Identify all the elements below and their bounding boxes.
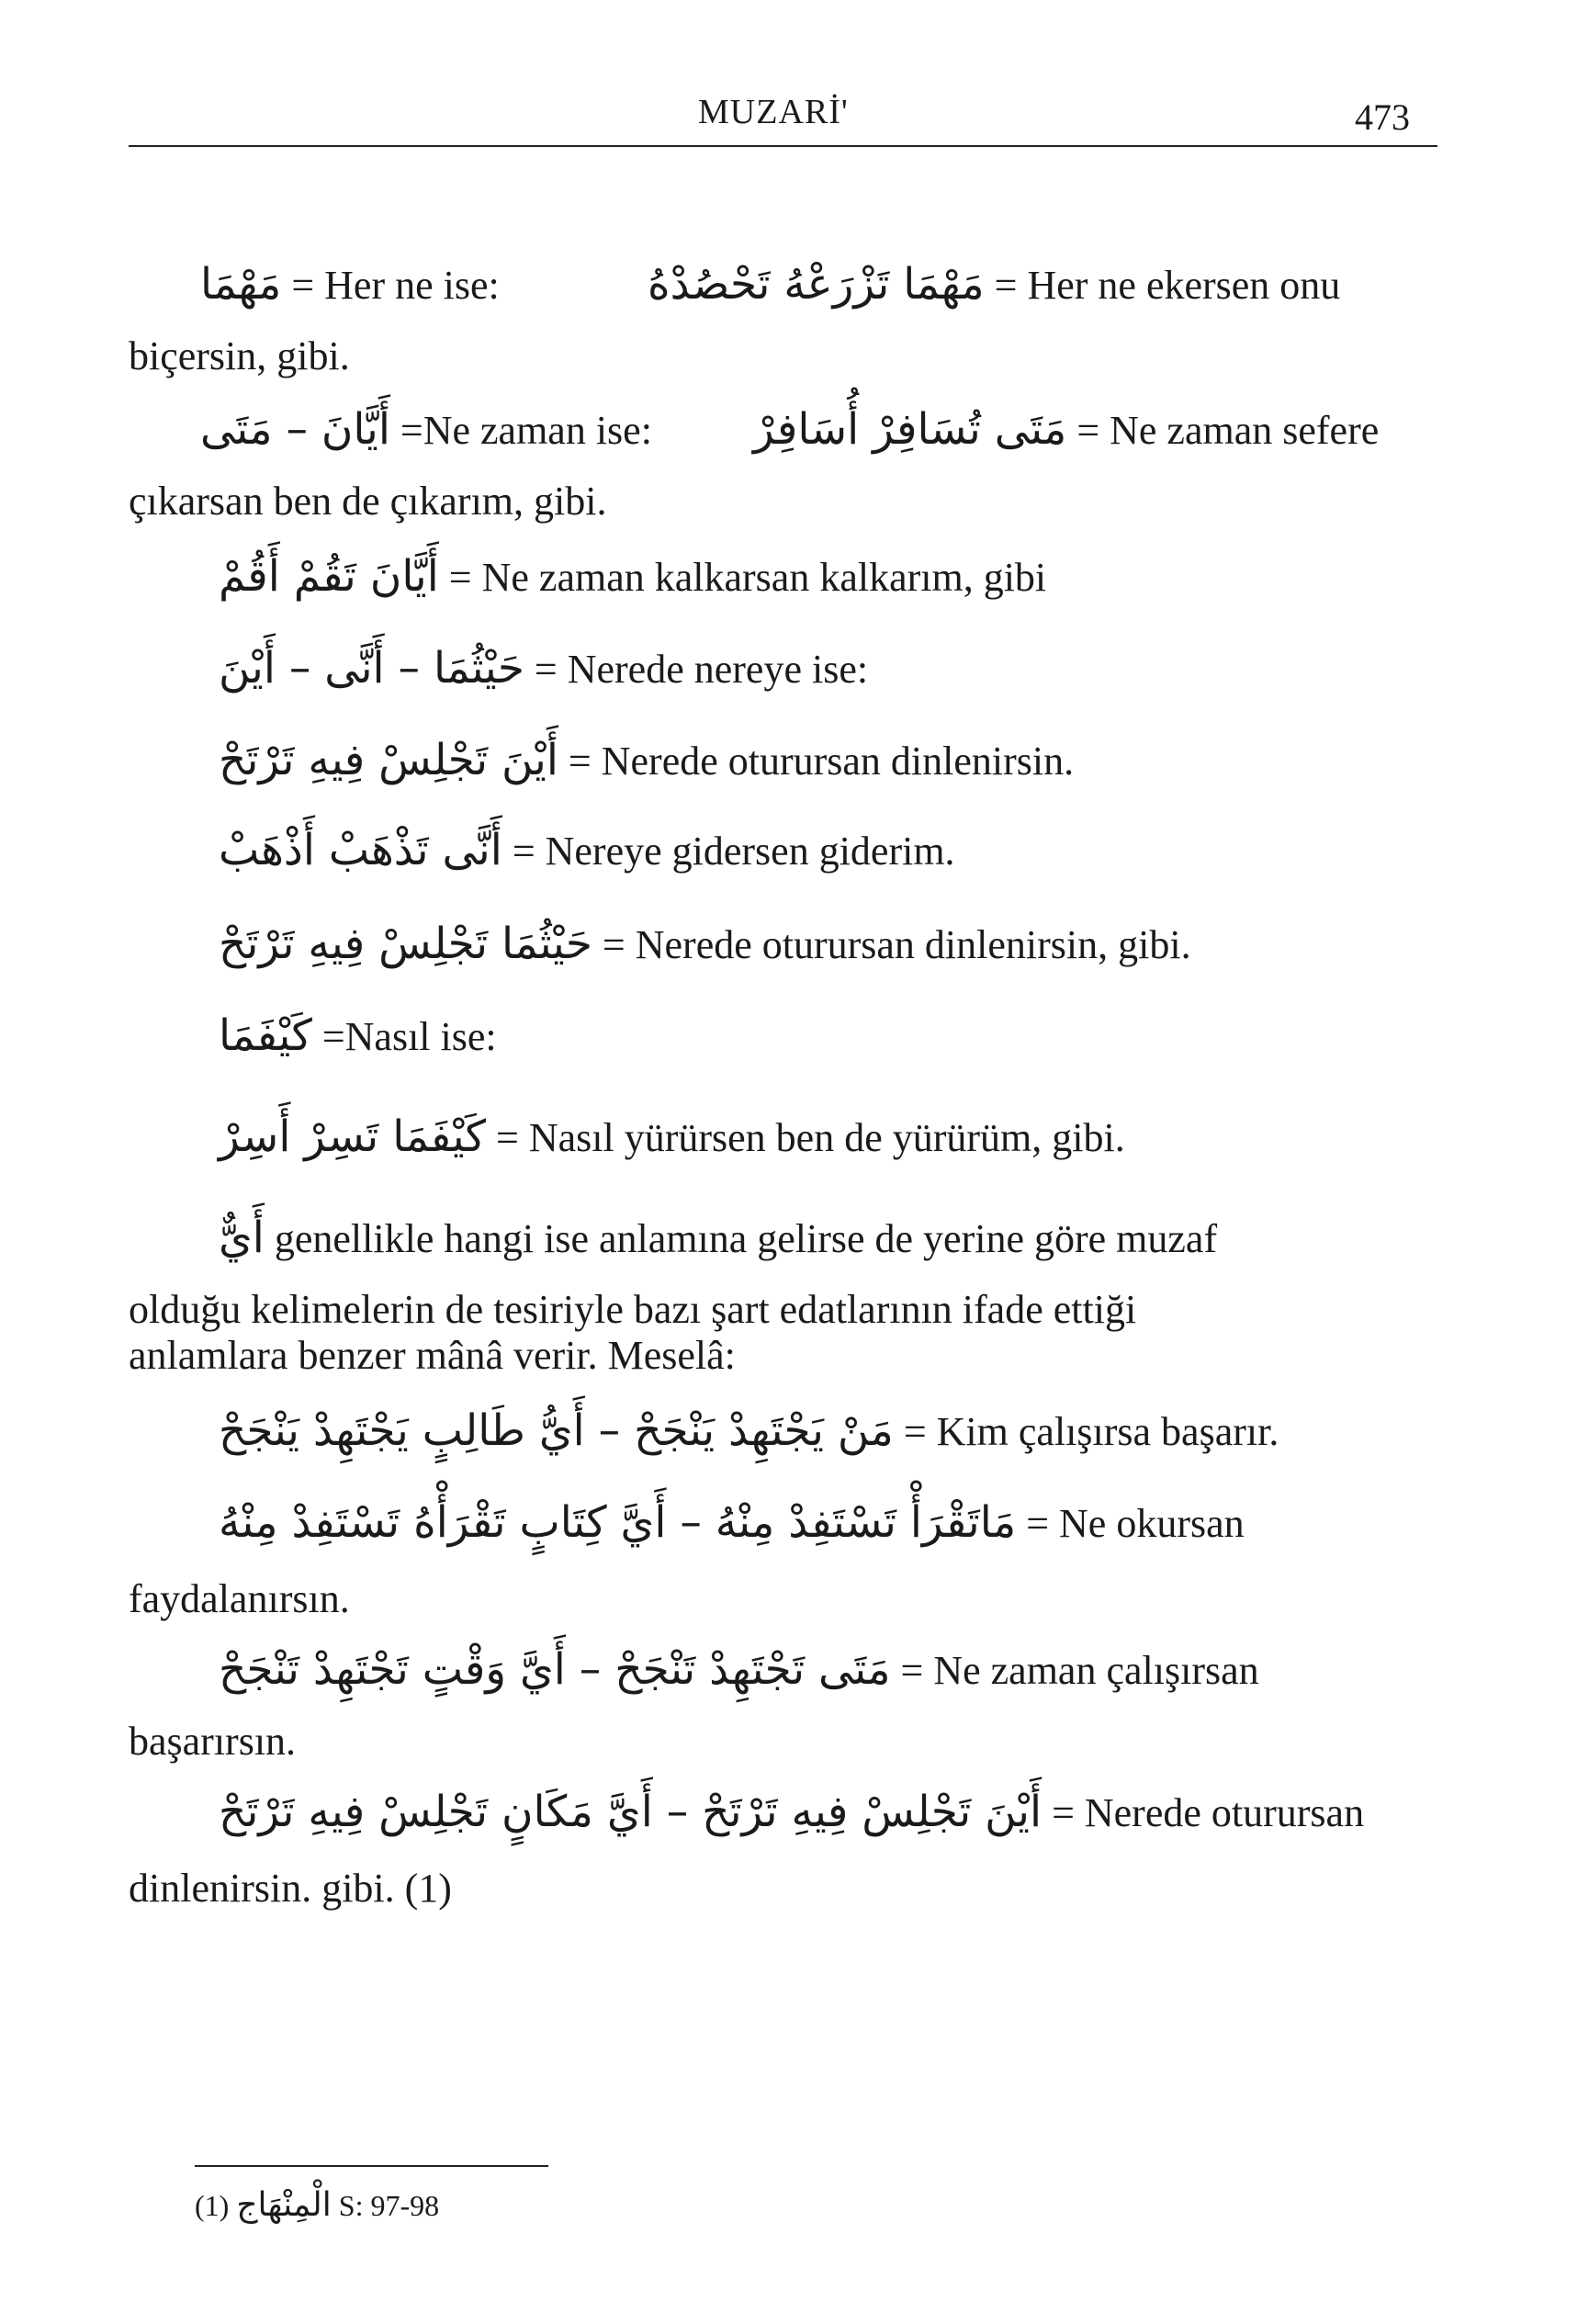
arabic-text: مَنْ يَجْتَهِدْ يَنْجَحْ – أَيُّ طَالِبٍ يَجْتَهِدْ يَنْجَحْ [219,1405,894,1456]
arabic-text: كَيْفَمَا تَسِرْ أَسِرْ [219,1111,487,1162]
arabic-text: حَيْثُمَا – أَنَّى – أَيْنَ [219,643,524,694]
turkish-text: = Nerede oturursan dinlenirsin. [558,739,1075,784]
arabic-text: أَيْنَ تَجْلِسْ فِيهِ تَرْتَحْ – أَيَّ مَكَانٍ تَجْلِسْ فِيهِ تَرْتَحْ [219,1787,1042,1837]
page-header-title: MUZARİ' [698,93,849,131]
arabic-text: مَهْمَا [200,259,282,310]
turkish-text: = Nerede oturursan [1042,1790,1365,1835]
footnote-text: S: 97-98 [331,2189,440,2222]
turkish-text: = Ne zaman sefere [1066,408,1380,453]
example-mata-ayy [219,1644,1259,1696]
turkish-text: = Kim çalışırsa başarır. [893,1409,1279,1454]
example-man [219,1405,1279,1457]
text-line: çıkarsan ben de çıkarım, gibi. [129,479,607,524]
text-line: anlamlara benzer mânâ verir. Meselâ: [129,1333,736,1378]
entry-haythuma [219,643,868,694]
arabic-text: أَيْنَ تَجْلِسْ فِيهِ تَرْتَحْ [219,735,558,785]
turkish-text: = Ne okursan [1016,1501,1245,1546]
footnote-arabic-source: الْمِنْهَاج [236,2186,332,2224]
turkish-text: = Nereye gidersen giderim. [501,829,955,874]
entry-ayyana-mata [200,404,652,456]
turkish-text: = Her ne ise: [281,263,500,308]
example-anna [219,825,955,876]
arabic-text: حَيْثُمَا تَجْلِسْ فِيهِ تَرْتَحْ [219,919,592,969]
example-ayna [219,735,1074,786]
arabic-text: مَتَى تُسَافِرْ أُسَافِرْ [753,404,1067,455]
header-rule [129,145,1437,147]
text-line: olduğu kelimelerin de tesiriyle bazı şart edatlarının ifade ettiği [129,1287,1137,1332]
footnote [195,2186,439,2224]
arabic-text: أَيٌّ [219,1213,265,1263]
text-line: dinlenirsin. gibi. (1) [129,1866,452,1911]
example-ayyana [219,551,1046,603]
turkish-text: = Nerede oturursan dinlenirsin, gibi. [592,922,1191,967]
arabic-text: أَيَّانَ – مَتَى [200,404,390,455]
entry-kayfama [219,1010,497,1062]
arabic-text: كَيْفَمَا [219,1010,312,1061]
text-line: faydalanırsın. [129,1576,350,1621]
example-ayna-ayy [219,1787,1364,1838]
example-mata [753,404,1379,456]
arabic-text: مَهْمَا تَزْرَعْهُ تَحْصُدْهُ [648,259,985,310]
text-line: biçersin, gibi. [129,333,350,378]
example-ma [219,1497,1245,1549]
example-mahma [648,259,1340,310]
footnote-marker: (1) [195,2189,230,2222]
turkish-text: genellikle hangi ise anlamına gelirse de yerine göre muzaf [264,1216,1218,1261]
turkish-text: = Ne zaman çalışırsan [890,1648,1259,1693]
footnote-rule [195,2165,548,2167]
turkish-text: = Nerede nereye ise: [524,647,869,692]
example-haythuma [219,919,1191,970]
arabic-text: أَيَّانَ تَقُمْ أَقُمْ [219,551,439,602]
turkish-text: =Nasıl ise: [311,1014,497,1059]
arabic-text: مَاتَقْرَأْ تَسْتَفِدْ مِنْهُ – أَيَّ كِتَابٍ تَقْرَأْهُ تَسْتَفِدْ مِنْهُ [219,1497,1017,1548]
turkish-text: = Her ne ekersen onu [984,263,1341,308]
paragraph-ayy [219,1213,1217,1264]
turkish-text: = Ne zaman kalkarsan kalkarım, gibi [438,555,1047,600]
turkish-text: = Nasıl yürürsen ben de yürürüm, gibi. [486,1115,1125,1160]
example-kayfama [219,1111,1125,1163]
text-line: başarırsın. [129,1719,297,1764]
turkish-text: =Ne zaman ise: [389,408,652,453]
entry-mahma [200,259,500,310]
arabic-text: أَنَّى تَذْهَبْ أَذْهَبْ [219,825,502,875]
page-number: 473 [1355,96,1410,138]
arabic-text: مَتَى تَجْتَهِدْ تَنْجَحْ – أَيَّ وَقْتٍ تَجْتَهِدْ تَنْجَحْ [219,1644,891,1695]
